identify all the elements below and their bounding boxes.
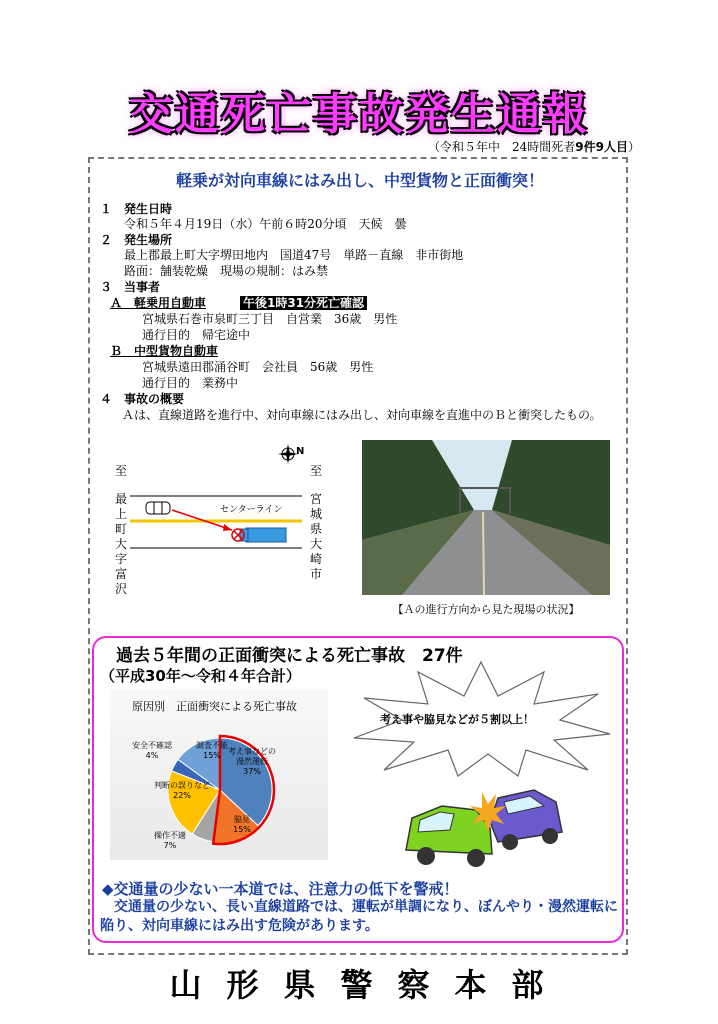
diagram-to-right: 至 — [309, 464, 322, 478]
diagram-left-place: 最上町大字富沢 — [114, 492, 127, 596]
section2-detail1: 最上郡最上町大字堺田地内 国道47号 単路－直線 非市街地 — [124, 248, 464, 262]
pie-title: 原因別 正面衝突による死亡事故 — [132, 700, 297, 713]
pie-chart — [110, 690, 328, 860]
footer-organization: 山形県警察本部 — [169, 966, 569, 1004]
section1-num: １ — [100, 202, 113, 216]
warning-title: ◆交通量の少ない一本道では、注意力の低下を警戒！ — [102, 880, 459, 898]
north-label: N — [296, 446, 305, 457]
party-a-detail1: 宮城県石巻市泉町三丁目 自営業 36歳 男性 — [142, 312, 398, 326]
scene-photo — [362, 440, 610, 595]
stats-title: 過去５年間の正面衝突による死亡事故 27件 — [116, 646, 463, 666]
stats-subtitle: （平成30年～令和４年合計） — [100, 667, 301, 685]
section2-num: ２ — [100, 233, 113, 247]
centerline-label: センターライン — [220, 505, 283, 515]
party-a-detail2: 通行目的 帰宅途中 — [142, 328, 251, 342]
period-count: 9件9人目 — [575, 140, 628, 154]
pie-label-0: 考え事などの漫然運転 37% — [228, 747, 276, 776]
section2-title: 発生場所 — [124, 233, 173, 247]
photo-caption: 【Ａの進行方向から見た現場の状況】 — [392, 603, 580, 616]
main-title: 交通死亡事故発生通報 — [129, 89, 589, 140]
section2-detail2: 路面：舗装乾燥 現場の規制：はみ禁 — [124, 264, 329, 278]
party-b-detail1: 宮城県遠田郡涌谷町 会社員 56歳 男性 — [142, 360, 374, 374]
diagram-right-place: 宮城県大崎市 — [309, 492, 322, 581]
vehicle-a-icon — [146, 502, 170, 514]
burst-text: 考え事や脇見などが５割以上！ — [380, 713, 534, 726]
section1-title: 発生日時 — [124, 202, 173, 216]
period-prefix: （令和５年中 24時間死者 — [428, 140, 576, 154]
section3-title: 当事者 — [124, 280, 161, 294]
headline: 軽乗が対向車線にはみ出し、中型貨物と正面衝突！ — [175, 171, 544, 190]
section1-detail: 令和５年４月19日（水）午前６時20分頃 天候 曇 — [124, 217, 407, 231]
vehicle-b-icon — [246, 528, 286, 542]
death-confirmed-badge: 午後1時31分死亡確認 — [240, 296, 367, 310]
period-suffix: ） — [627, 140, 640, 154]
accident-diagram — [110, 440, 340, 600]
collision-illustration — [398, 772, 570, 872]
compass-icon — [278, 444, 298, 464]
pie-label-1: 脇見 15% — [233, 815, 251, 834]
section3-num: ３ — [100, 280, 113, 294]
warning-body: 交通量の少ない、長い直線道路では、運転が単調になり、ぼんやり・漫然運転に陥り、対向車線にはみ出す危険があります。 — [100, 899, 618, 934]
section4-detail: Ａは、直線道路を進行中、対向車線にはみ出し、対向車線を直進中のＢと衝突したもの。 — [110, 408, 602, 422]
section4-title: 事故の概要 — [124, 392, 185, 406]
diagram-to-left: 至 — [114, 464, 127, 478]
pie-label-5: 調査不能 15% — [196, 741, 228, 760]
party-b-detail2: 通行目的 業務中 — [142, 376, 239, 390]
party-b-label: Ｂ 中型貨物自動車 — [110, 344, 219, 358]
party-a-badge-wrap — [240, 296, 367, 311]
pie-label-3: 判断の誤りなど 22% — [154, 781, 210, 800]
party-a-label: Ａ 軽乗用自動車 — [110, 296, 207, 310]
diagram-svg — [110, 440, 340, 600]
section4-num: ４ — [100, 392, 113, 406]
period-note — [428, 138, 640, 155]
pie-label-2: 操作不適 7% — [154, 831, 186, 850]
scene-photo-svg — [362, 440, 610, 595]
pie-label-4: 安全不確認 4% — [132, 741, 172, 760]
